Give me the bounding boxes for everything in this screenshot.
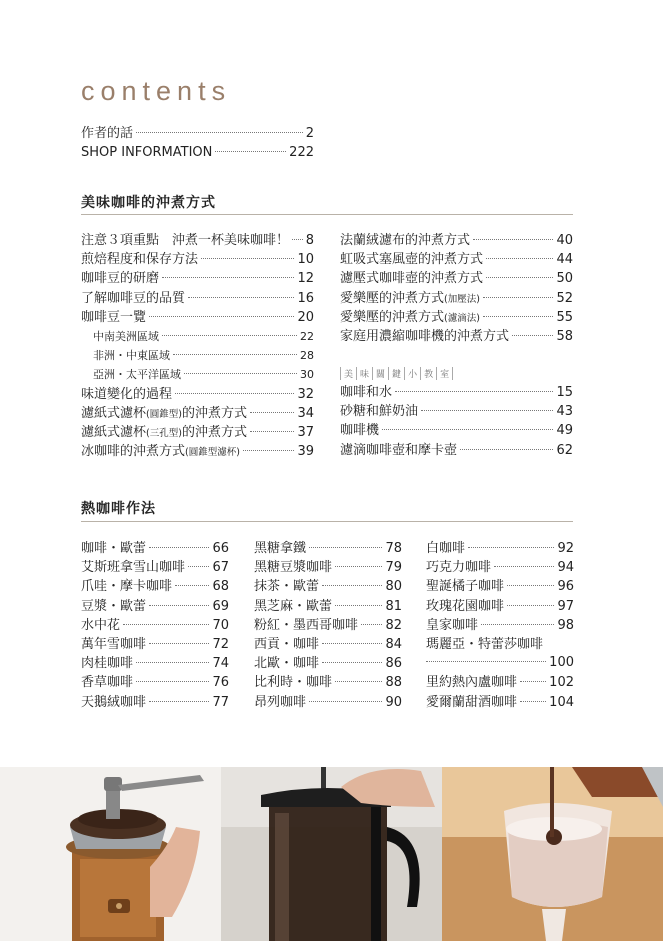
entry-title-text: 肉桂咖啡 — [81, 656, 134, 672]
leader-dots — [322, 662, 382, 663]
entry-title — [340, 384, 392, 402]
entry-title — [426, 694, 517, 712]
photo-french-press — [221, 767, 442, 941]
entry-title-text: 味道變化的過程 — [81, 386, 173, 402]
leader-dots — [309, 547, 382, 548]
classroom-tag-char: 教 — [420, 367, 436, 380]
leader-dots — [292, 239, 303, 240]
entry-title-text: 中南美洲區域 — [93, 330, 159, 343]
classroom-tag-char: 味 — [356, 367, 372, 380]
entry-title — [81, 598, 146, 616]
toc-entry[interactable] — [81, 386, 314, 404]
page-number: 8 — [305, 233, 314, 248]
page-number: 58 — [556, 329, 573, 344]
toc-entry[interactable] — [254, 655, 402, 673]
toc-entry[interactable] — [81, 405, 314, 423]
entry-title-text: 濾壓式咖啡壺的沖煮方式 — [340, 271, 484, 287]
classroom-tag-char: 鍵 — [388, 367, 404, 380]
page-number: 70 — [212, 617, 229, 633]
toc-entry[interactable] — [340, 442, 573, 460]
leader-dots — [481, 624, 554, 625]
leader-dots — [361, 624, 382, 625]
entry-title — [426, 598, 504, 616]
entry-title-suffix: 的沖煮方式 — [181, 405, 247, 421]
entry-title-text: 巧克力咖啡 — [426, 560, 492, 576]
entry-title — [81, 694, 146, 712]
classroom-tag-char: 小 — [404, 367, 420, 380]
page-number: 98 — [557, 617, 574, 633]
page-number: 88 — [385, 675, 402, 691]
entry-title-text: 西貢・咖啡 — [254, 637, 320, 652]
entry-title-text: 煎焙程度和保存方法 — [81, 252, 199, 268]
page-number: 39 — [297, 444, 314, 460]
leader-dots — [421, 410, 553, 411]
entry-title — [254, 559, 332, 577]
page-number: 76 — [212, 675, 229, 691]
entry-title — [254, 598, 332, 616]
toc-entry[interactable] — [426, 694, 574, 712]
classroom-tag-char: 室 — [436, 367, 453, 380]
entry-title-text: 黑糖拿鐵 — [254, 541, 307, 556]
page-number: 68 — [212, 579, 229, 595]
toc-entry[interactable] — [93, 366, 314, 384]
toc-entry[interactable] — [426, 617, 574, 635]
entry-title-text: 愛爾蘭甜酒咖啡 — [426, 694, 518, 710]
leader-dots — [175, 585, 209, 586]
entry-title — [340, 442, 457, 460]
page-number: 15 — [556, 385, 573, 400]
entry-title-note: (圓錐型濾杯) — [185, 447, 240, 459]
leader-dots — [149, 643, 209, 644]
entry-title-text: 咖啡機 — [340, 423, 380, 439]
page-number: 78 — [385, 541, 402, 556]
entry-title — [81, 270, 159, 288]
leader-dots — [322, 585, 382, 586]
entry-title-note: (加壓法) — [444, 293, 480, 305]
toc-entry[interactable] — [81, 674, 229, 692]
leader-dots — [473, 239, 553, 240]
entry-title-text: 濾滴咖啡壺和摩卡壺 — [340, 442, 458, 458]
toc-entry[interactable] — [340, 232, 573, 250]
entry-title-text: 爪哇・摩卡咖啡 — [81, 579, 173, 595]
page-number: 2 — [305, 126, 314, 141]
entry-title-text: 亞洲・太平洋區域 — [93, 368, 181, 382]
contents-title: contents — [81, 76, 232, 106]
entry-title — [340, 422, 379, 440]
entry-title — [81, 578, 172, 596]
leader-dots — [243, 450, 295, 451]
entry-title — [426, 559, 491, 577]
leader-dots — [162, 335, 297, 336]
toc-entry[interactable] — [81, 424, 314, 442]
entry-title-text: 咖啡豆的研磨 — [81, 271, 160, 287]
leader-dots — [512, 335, 553, 336]
entry-title — [254, 578, 319, 596]
entry-title — [81, 443, 240, 462]
entry-title-text: 家庭用濃縮咖啡機的沖煮方式 — [340, 329, 510, 344]
classroom-tag-char: 美 — [340, 367, 356, 380]
page-number: 66 — [212, 541, 229, 556]
entry-title-text: 艾斯班拿雪山咖啡 — [81, 560, 186, 576]
entry-title-text: 白咖啡 — [426, 541, 466, 556]
entry-title-text: 非洲・中東區域 — [93, 349, 170, 363]
section-rule — [81, 214, 573, 215]
leader-dots — [136, 662, 209, 663]
toc-entry[interactable] — [254, 578, 402, 596]
leader-dots — [382, 429, 553, 430]
leader-dots — [123, 624, 209, 625]
leader-dots — [162, 277, 294, 278]
entry-title — [426, 617, 478, 635]
leader-dots — [136, 681, 209, 682]
entry-title — [81, 251, 198, 269]
toc-entry[interactable] — [340, 422, 573, 440]
section-heading-brewing: 美味咖啡的沖煮方式 — [81, 195, 216, 211]
toc-entry[interactable] — [81, 290, 314, 308]
photo-milk-pour — [442, 767, 663, 941]
toc-entry[interactable] — [254, 636, 402, 654]
page-number: 92 — [557, 541, 574, 556]
toc-entry[interactable] — [254, 559, 402, 577]
toc-entry[interactable] — [426, 598, 574, 616]
leader-dots — [460, 449, 553, 450]
leader-dots — [486, 258, 553, 259]
entry-title — [254, 617, 358, 635]
entry-title-text: 皇家咖啡 — [426, 617, 479, 633]
toc-entry[interactable] — [340, 328, 573, 346]
toc-entry[interactable] — [81, 443, 314, 461]
toc-entry[interactable] — [81, 309, 314, 327]
page-number: 72 — [212, 637, 229, 652]
entry-title-suffix: 的沖煮方式 — [181, 425, 247, 440]
leader-dots — [149, 701, 209, 702]
page-number: 90 — [385, 694, 402, 710]
entry-title — [81, 405, 247, 424]
entry-title-text: 北歐・咖啡 — [254, 656, 320, 672]
toc-entry[interactable] — [254, 694, 402, 712]
entry-title-text: 注意３項重點 沖煮一杯美味咖啡！ — [81, 233, 290, 248]
leader-dots — [468, 547, 554, 548]
entry-title — [93, 347, 170, 365]
entry-title-text: 法蘭絨濾布的沖煮方式 — [340, 233, 471, 248]
page-number: 10 — [297, 252, 314, 268]
page-number: 16 — [297, 290, 314, 306]
entry-title — [254, 694, 306, 712]
page-number: 12 — [297, 271, 314, 287]
leader-dots — [149, 316, 294, 317]
page-number: 40 — [556, 233, 573, 248]
leader-dots — [507, 605, 554, 606]
toc-entry[interactable] — [93, 328, 314, 346]
page-number: 49 — [556, 423, 573, 439]
entry-title-text: 香草咖啡 — [81, 675, 134, 691]
page-number: 100 — [549, 655, 574, 671]
entry-title — [340, 309, 480, 328]
entry-title-text: 粉紅・墨西哥咖啡 — [254, 617, 359, 633]
page-number: 37 — [297, 425, 314, 440]
entry-title-text: 咖啡和水 — [340, 385, 393, 400]
page-number: 80 — [385, 579, 402, 595]
leader-dots — [335, 566, 382, 567]
entry-title-text: 黑糖豆漿咖啡 — [254, 560, 333, 576]
entry-title — [340, 403, 418, 421]
toc-entry[interactable] — [426, 559, 574, 577]
toc-entry[interactable] — [81, 617, 229, 635]
page-number: 74 — [212, 656, 229, 672]
leader-dots — [494, 566, 554, 567]
entry-title — [254, 540, 306, 558]
toc-entry[interactable] — [254, 617, 402, 635]
entry-title-text: SHOP INFORMATION — [81, 145, 213, 160]
leader-dots — [486, 277, 553, 278]
entry-title-text: 作者的話 — [81, 126, 134, 141]
classroom-tag — [340, 367, 453, 380]
page-number: 104 — [549, 694, 574, 710]
toc-entry[interactable] — [254, 674, 402, 692]
leader-dots — [520, 681, 546, 682]
page-number: 52 — [556, 290, 573, 306]
entry-title-text: 冰咖啡的沖煮方式 — [81, 444, 186, 460]
toc-entry[interactable] — [426, 578, 574, 596]
entry-title-text: 愛樂壓的沖煮方式 — [340, 309, 445, 325]
entry-title-text: 玫瑰花園咖啡 — [426, 598, 505, 614]
page-number: 97 — [557, 598, 574, 614]
entry-title-text: 抹茶・歐蕾 — [254, 579, 320, 595]
leader-dots — [250, 412, 295, 413]
entry-title-text: 天鵝絨咖啡 — [81, 694, 147, 710]
leader-dots — [215, 151, 286, 152]
entry-title — [93, 328, 159, 346]
entry-title — [81, 559, 185, 577]
entry-title — [426, 674, 517, 692]
entry-title-text: 濾紙式濾杯 — [81, 425, 147, 440]
entry-title — [81, 386, 172, 404]
entry-title — [81, 674, 133, 692]
entry-title-text: 豆漿・歐蕾 — [81, 598, 147, 614]
page-number: 20 — [297, 309, 314, 325]
toc-entry[interactable] — [340, 309, 573, 327]
leader-dots — [149, 547, 209, 548]
entry-title-text: 水中花 — [81, 617, 121, 633]
leader-dots — [483, 297, 554, 298]
leader-dots — [335, 605, 382, 606]
page-number: 102 — [549, 675, 574, 691]
leader-dots — [520, 701, 546, 702]
page-number: 34 — [297, 405, 314, 421]
toc-entry[interactable] — [81, 636, 229, 654]
entry-title-text: 里約熱內盧咖啡 — [426, 675, 518, 691]
entry-title — [254, 636, 319, 654]
toc-entry[interactable] — [254, 540, 402, 558]
toc-entry[interactable] — [81, 144, 314, 162]
entry-title-text: 比利時・咖啡 — [254, 675, 333, 691]
entry-title-note: (三孔型) — [146, 428, 182, 439]
entry-title — [81, 424, 247, 443]
entry-title-text: 昂列咖啡 — [254, 694, 307, 710]
entry-title-note: (濾滴法) — [444, 312, 480, 324]
page-number: 69 — [212, 598, 229, 614]
page-number: 30 — [300, 368, 314, 382]
entry-title-text: 瑪麗亞・特蕾莎咖啡 — [426, 637, 544, 652]
entry-title-note: (圓錐型) — [146, 408, 182, 420]
section-rule — [81, 521, 573, 522]
photo-coffee-grinder — [0, 767, 221, 941]
page-number: 79 — [385, 560, 402, 576]
classroom-tag-char: 關 — [372, 367, 388, 380]
page-number: 96 — [557, 579, 574, 595]
leader-dots — [136, 132, 303, 133]
entry-title — [81, 309, 146, 327]
entry-title-text: 咖啡・歐蕾 — [81, 541, 147, 556]
toc-entry[interactable] — [340, 290, 573, 308]
entry-title — [254, 655, 319, 673]
entry-title — [426, 578, 504, 596]
entry-title-text: 虹吸式塞風壺的沖煮方式 — [340, 252, 484, 268]
leader-dots — [188, 297, 294, 298]
leader-dots — [188, 566, 209, 567]
page-number: 81 — [385, 598, 402, 614]
entry-title-text: 聖誕橘子咖啡 — [426, 579, 505, 595]
entry-title — [340, 251, 483, 269]
toc-entry[interactable] — [81, 655, 229, 673]
toc-entry[interactable] — [81, 232, 314, 250]
entry-title — [81, 540, 146, 558]
entry-title — [340, 328, 509, 346]
toc-entry[interactable] — [426, 674, 574, 692]
entry-title — [81, 144, 212, 162]
toc-entry[interactable] — [340, 251, 573, 269]
entry-title-text: 愛樂壓的沖煮方式 — [340, 290, 445, 306]
leader-dots — [507, 585, 554, 586]
page-number: 62 — [556, 442, 573, 458]
entry-title-text: 黑芝麻・歐蕾 — [254, 598, 333, 614]
page-number: 22 — [300, 330, 314, 343]
page-number: 77 — [212, 694, 229, 710]
entry-title — [426, 540, 465, 558]
page-number: 82 — [385, 617, 402, 633]
entry-title — [340, 290, 480, 309]
page-number: 67 — [212, 560, 229, 576]
toc-entry[interactable] — [81, 125, 314, 143]
page-number: 32 — [297, 386, 314, 402]
leader-dots — [483, 316, 554, 317]
entry-title — [81, 655, 133, 673]
toc-entry[interactable] — [426, 540, 574, 558]
toc-entry[interactable] — [81, 540, 229, 558]
leader-dots — [309, 701, 382, 702]
toc-entry[interactable] — [81, 251, 314, 269]
toc-entry-continued[interactable] — [426, 655, 574, 673]
leader-dots — [184, 373, 297, 374]
entry-title — [426, 636, 543, 654]
toc-entry[interactable] — [81, 559, 229, 577]
entry-title — [81, 636, 146, 654]
page-number: 28 — [300, 349, 314, 363]
toc-entry[interactable] — [340, 270, 573, 288]
entry-title-text: 萬年雪咖啡 — [81, 637, 147, 652]
leader-dots — [201, 258, 294, 259]
toc-entry[interactable] — [340, 384, 573, 402]
page-number: 94 — [557, 560, 574, 576]
toc-entry[interactable] — [81, 694, 229, 712]
toc-entry[interactable] — [426, 636, 574, 654]
toc-entry[interactable] — [81, 578, 229, 596]
entry-title-text: 濾紙式濾杯 — [81, 405, 147, 421]
toc-entry[interactable] — [254, 598, 402, 616]
section-heading-hot-coffee: 熱咖啡作法 — [81, 501, 156, 517]
page-number: 86 — [385, 656, 402, 672]
page-number: 43 — [556, 404, 573, 420]
toc-entry[interactable] — [93, 347, 314, 365]
entry-title-text: 砂糖和鮮奶油 — [340, 404, 419, 420]
page-number: 84 — [385, 637, 402, 652]
leader-dots — [335, 681, 382, 682]
entry-title — [340, 270, 483, 288]
page-number: 55 — [556, 309, 573, 325]
entry-title — [81, 290, 185, 308]
entry-title-text: 咖啡豆一覽 — [81, 309, 147, 325]
entry-title — [81, 125, 133, 143]
page-number: 44 — [556, 252, 573, 268]
entry-title — [81, 232, 289, 250]
toc-entry[interactable] — [81, 270, 314, 288]
entry-title — [340, 232, 470, 250]
entry-title — [93, 366, 181, 384]
leader-dots — [322, 643, 382, 644]
toc-entry[interactable] — [81, 598, 229, 616]
entry-title — [254, 674, 332, 692]
page-number: 222 — [289, 145, 314, 160]
entry-title-text: 了解咖啡豆的品質 — [81, 290, 186, 306]
leader-dots — [250, 431, 295, 432]
toc-entry[interactable] — [340, 403, 573, 421]
page-number: 50 — [556, 271, 573, 287]
leader-dots — [426, 661, 546, 662]
leader-dots — [173, 354, 297, 355]
leader-dots — [149, 605, 209, 606]
leader-dots — [395, 391, 553, 392]
leader-dots — [175, 393, 294, 394]
entry-title — [81, 617, 120, 635]
